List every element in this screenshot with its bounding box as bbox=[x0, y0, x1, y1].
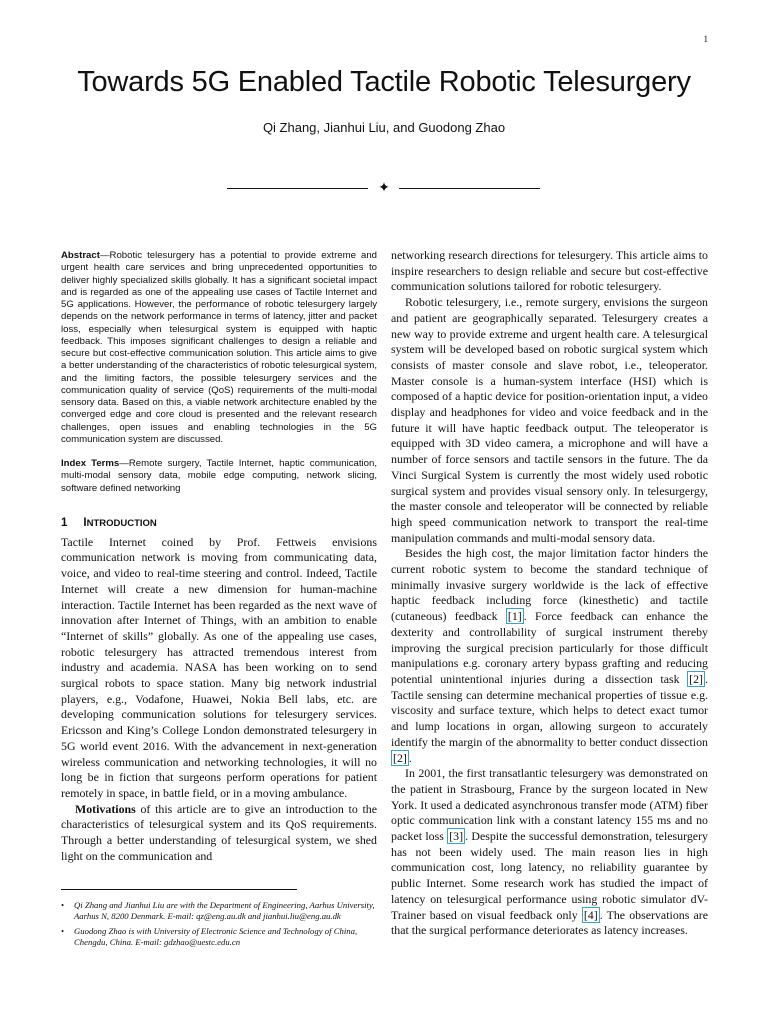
paragraph-text: . Force feedback can enhance the dexterity and controllability of surgical instrument thereby improving the surgical precision particularly for those difficult manipulations e.g. coronary artery bypass grafting and reducing potential unintentional injuries during a dissection task bbox=[391, 609, 708, 686]
motivations-lead: Motivations bbox=[75, 801, 136, 816]
abstract bbox=[61, 250, 377, 446]
intro-paragraph-1: Tactile Internet coined by Prof. Fettweis envisions communication network is moving from communicating data, voice, and video to real-time steering and control. Indeed, Tactile Internet will create a new dimension for human-machine interaction. Tactile Internet has been regarded as the next wave of innovation after Internet of Things, with an ambition to enable “Internet of skills” globally. As one of the appealing use cases, robotic telesurgery has attracted tremendous interest from industry and academia. NASA has been working on to send surgical robots to space station. Many big network industrial players, e.g., Vodafone, Huawei, Nokia Bell labs, etc. are developing communication solutions for telesurgery services. Ericsson and King’s College London demonstrated telesurgery in 5G world event 2016. With the advancement in next-generation wireless communication and networking technologies, it will no long be in fiction that surgeons perform operations for patient remotely in space, in battle field, or in a moving ambulance. bbox=[61, 534, 377, 800]
index-terms bbox=[61, 458, 377, 495]
footnotes bbox=[61, 900, 377, 952]
footnote-text: Qi Zhang and Jianhui Liu are with the Department of Engineering, Aarhus University, Aarhus N, 8200 Denmark. E-mail: qz@eng.au.dk and jianhui.liu@eng.au.dk bbox=[74, 900, 375, 921]
index-terms-text: —Remote surgery, Tactile Internet, haptic communication, multi-modal sensory data, mobile edge computing, network slicing, software defined networking bbox=[61, 458, 377, 494]
citation-link[interactable]: [2] bbox=[689, 671, 704, 686]
motivations-text: of this article are to give an introduction to the characteristics of telesurgical system and its QoS requirements. Through a better understanding of telesurgical system, we shed light on the communication and bbox=[61, 801, 377, 863]
title-separator-right bbox=[399, 188, 540, 189]
citation-link[interactable]: [4] bbox=[583, 907, 598, 922]
footnote-bullet: • bbox=[61, 926, 65, 936]
abstract-label: Abstract bbox=[61, 250, 100, 261]
paragraph-text: . Tactile sensing can determine mechanical properties of tissue e.g. viscosity and surface texture, which helps to detect exact tumor and lump locations in organ, allowing surgeon to accurately identify the margin of the abnormality to better conduct dissection bbox=[391, 671, 708, 749]
paragraph-text: . The observations are that the surgical performance deteriorates as latency increases. bbox=[391, 907, 708, 938]
paragraph-text: . Despite the successful demonstration, telesurgery has not been widely used. The main reason lies in high communication cost, long latency, no reliability guarantee by public Internet. Some research work has studied the impact of latency on telesurgical performance using robotic simulator dV-Trainer based on visual feedback only bbox=[391, 829, 708, 922]
footnote-rule bbox=[61, 889, 297, 890]
section-heading-introduction bbox=[61, 517, 377, 529]
separator-star-icon: ✦ bbox=[378, 180, 390, 196]
section-title-initial: I bbox=[83, 516, 87, 529]
right-column bbox=[391, 248, 708, 939]
title-separator-left bbox=[227, 188, 368, 189]
page-number: 1 bbox=[703, 34, 708, 44]
footnote-item bbox=[61, 926, 377, 948]
section-title-rest: NTRODUCTION bbox=[86, 517, 157, 529]
citation-link[interactable]: [3] bbox=[449, 829, 464, 844]
right-paragraph-1: networking research directions for telesurgery. This article aims to inspire researchers to design reliable and secure but cost-effective communication solutions tailored for robotic telesurgery. bbox=[391, 248, 708, 294]
footnote-item bbox=[61, 900, 377, 922]
abstract-text: —Robotic telesurgery has a potential to provide extreme and urgent health care services and bring unprecedented opportunities to deliver highly specialized skills globally. It has a significant societal impact and is regarded as one of the appealing use cases of Tactile Internet and 5G applications. However, the performance of robotic telesurgery largely depends on the network performance in terms of latency, jitter and packet loss, especially when telesurgical system is equipped with haptic feedback. This imposes significant challenges to design a reliable and secure but cost-effective communication solution. This article aims to give a better understanding of the characteristics of robotic telesurgical system, and the limiting factors, the possible telesurgery services and the communication quality of service (QoS) requirements of the multi-modal sensory data. Based on this, a viable network architecture enabled by the converged edge and core cloud is presented and the relevant research challenges, open issues and enabling technologies in the 5G communication system are discussed. bbox=[61, 250, 377, 445]
footnote-bullet: • bbox=[61, 900, 65, 910]
citation-link[interactable]: [1] bbox=[507, 609, 522, 624]
paragraph-text: Besides the high cost, the major limitation factor hinders the current robotic system to become the standard technique of minimally invasive surgery worldwide is the lack of effective haptic feedback including force (kinesthetic) and tactile (cutaneous) feedback bbox=[391, 546, 708, 624]
right-paragraph-haptic bbox=[391, 546, 708, 766]
right-paragraph-telesurgery: Robotic telesurgery, i.e., remote surgery, envisions the surgeon and patient are geographically separated. Telesurgery creates a new way to provide extreme and urgent health care. A telesurgical system will be developed based on robotic surgical system which consists of master console and slave robot, i.e., teleoperator. Master console is a human-system interface (HSI) which is composed of a haptic device for position-orientation input, a video display and headphones for video and voice feedback and in the future it will have haptic feedback output. The teleoperator is equipped with 3D video camera, a microphone and will have a number of force sensors and tactile sensors in the future. The da Vinci Surgical System is currently the most widely used robotic surgical system and provides visual sensory only. In telesurgergy, the master console and teleoperator will be connected by reliable high speed communication network to transport the real-time manipulation commands and multi-modal sensory data. bbox=[391, 295, 708, 545]
paragraph-text: In 2001, the first transatlantic telesurgery was demonstrated on the patient in Strasbourg, France by the surgeon located in New York. It used a dedicated asynchronous transfer mode (ATM) fiber optic communication link with a constant latency 155 ms and no packet loss bbox=[391, 766, 708, 844]
left-column bbox=[61, 250, 377, 865]
paper-title: Towards 5G Enabled Tactile Robotic Telesurgery bbox=[77, 66, 691, 98]
index-terms-label: Index Terms bbox=[61, 458, 120, 469]
paragraph-text: . bbox=[408, 750, 412, 765]
right-paragraph-2001 bbox=[391, 766, 708, 939]
author-list: Qi Zhang, Jianhui Liu, and Guodong Zhao bbox=[262, 120, 506, 135]
intro-paragraph-motivations bbox=[61, 802, 377, 865]
citation-link[interactable]: [2] bbox=[393, 750, 407, 765]
section-number: 1 bbox=[61, 516, 68, 529]
footnote-text: Guodong Zhao is with University of Electronic Science and Technology of China, Chengdu, China. E-mail: gdzhao@uestc.edu.cn bbox=[74, 926, 358, 947]
